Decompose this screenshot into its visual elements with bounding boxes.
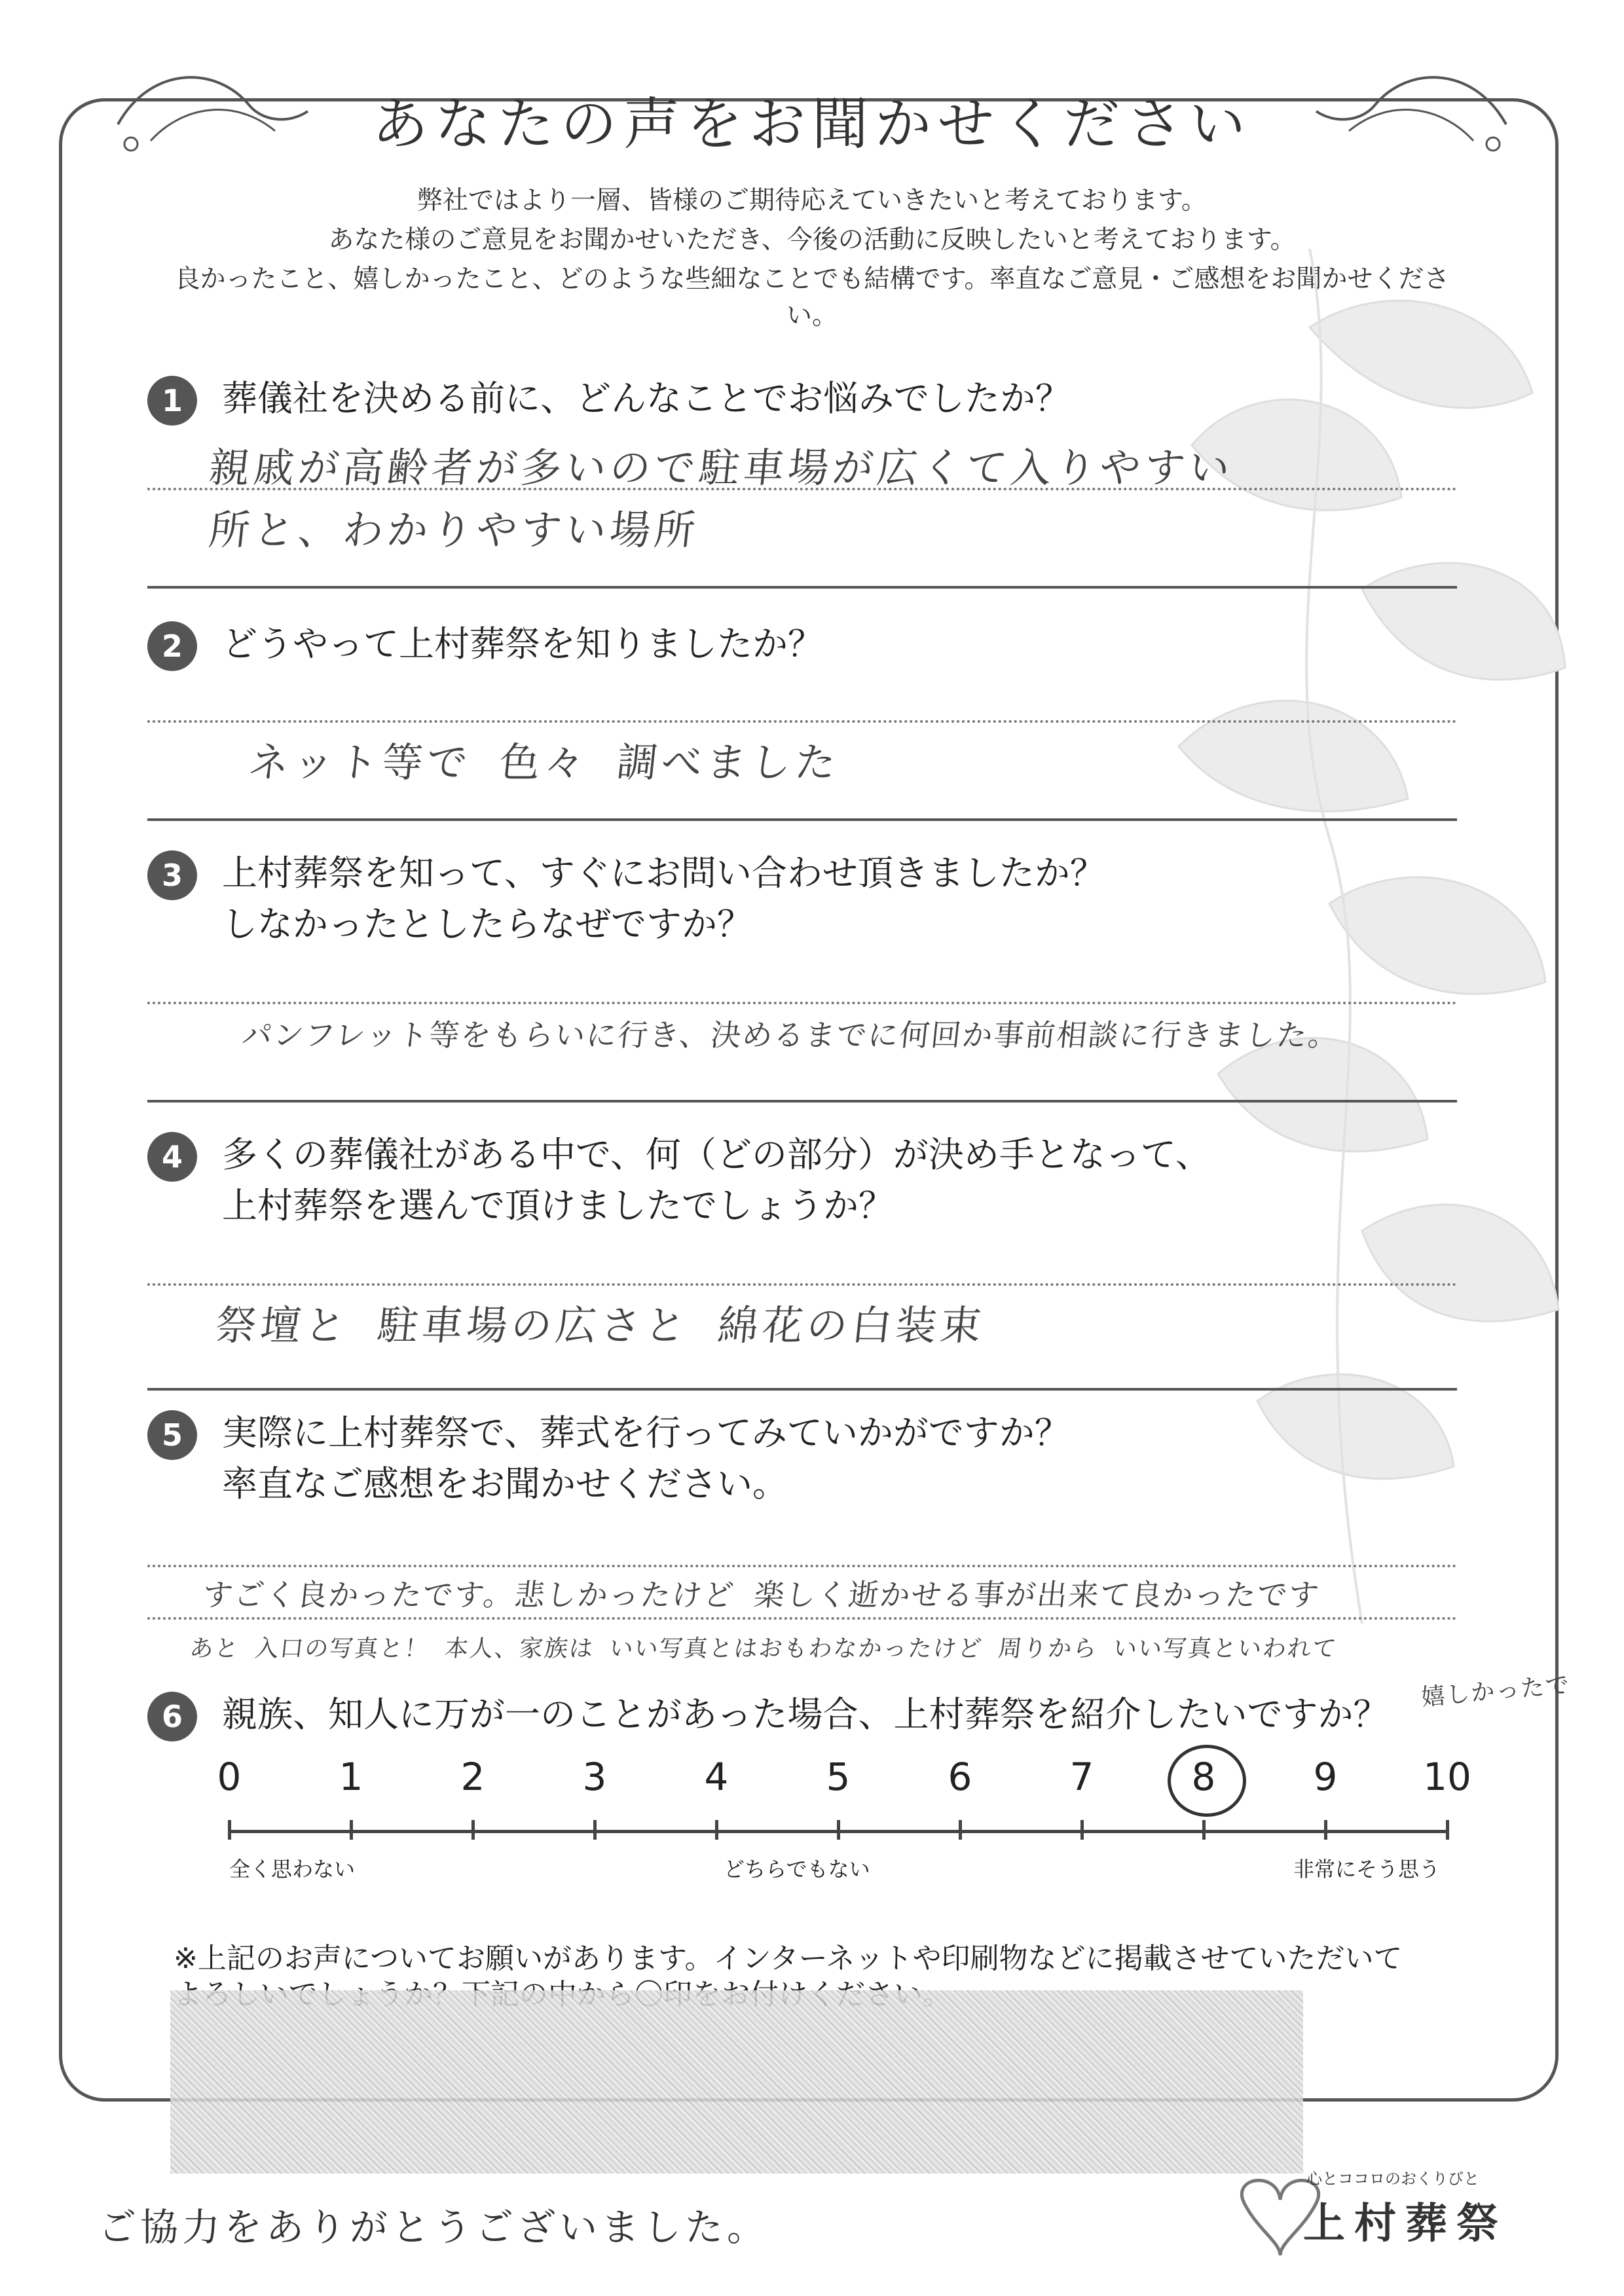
question-text bbox=[222, 373, 1071, 424]
section-divider bbox=[147, 586, 1457, 589]
question-line: 上村葬祭を選んで頂けましたでしょうか？ bbox=[222, 1185, 894, 1226]
question-number: 6 bbox=[147, 1692, 197, 1741]
question-number: 4 bbox=[147, 1132, 197, 1182]
dotted-rule bbox=[147, 720, 1457, 723]
dotted-rule bbox=[147, 1565, 1457, 1567]
intro-line-2: あなた様のご意見をお聞かせいただき、今後の活動に反映したいと考えております。 bbox=[328, 225, 1296, 255]
question-line: しなかったとしたらなぜですか？ bbox=[222, 903, 752, 945]
scale-tick bbox=[959, 1820, 962, 1840]
scale-tick bbox=[1080, 1820, 1084, 1840]
scale-tick bbox=[1324, 1820, 1327, 1840]
question-2 bbox=[147, 619, 823, 671]
scale-low-label: 全く思わない bbox=[229, 1857, 356, 1882]
question-6 bbox=[147, 1689, 1388, 1741]
scale-tick-label: 1 bbox=[339, 1755, 363, 1799]
scale-tick bbox=[593, 1820, 597, 1840]
scale-tick-label: 4 bbox=[704, 1755, 729, 1799]
permission-note-1: ※上記のお声についてお願いがあります。インターネットや印刷物などに掲載させていただいて bbox=[174, 1942, 1403, 1975]
dotted-rule bbox=[147, 1002, 1457, 1004]
question-number: 1 bbox=[147, 376, 197, 426]
dotted-rule bbox=[147, 1617, 1457, 1620]
question-text bbox=[222, 848, 1105, 950]
question-number: 5 bbox=[147, 1410, 197, 1460]
answer-line: 親戚が高齢者が多いので駐車場が広くて入りやすい bbox=[206, 444, 1236, 492]
scale-tick-label: 5 bbox=[826, 1755, 851, 1799]
scale-tick bbox=[350, 1820, 353, 1840]
question-line: 多くの葬儀社がある中で、何（どの部分）が決め手となって、 bbox=[222, 1134, 1211, 1175]
question-number: 2 bbox=[147, 621, 197, 671]
answer-line: パンフレット等をもらいに行き、決めるまでに何回か事前相談に行きました。 bbox=[240, 1017, 1342, 1053]
answer-line: あと 入口の写真と！ 本人、家族は いい写真とはおもわなかったけど 周りから いい写真といわれて bbox=[188, 1635, 1339, 1662]
page-title: あなたの声をお聞かせください bbox=[372, 92, 1252, 157]
question-3 bbox=[147, 848, 1105, 950]
scale-tick-label: 2 bbox=[460, 1755, 485, 1799]
intro-line-1: 弊社ではより一層、皆様のご期待応えていきたいと考えております。 bbox=[417, 186, 1207, 215]
answer-line: すごく良かったです。悲しかったけど 楽しく逝かせる事が出来て良かったです bbox=[200, 1577, 1322, 1613]
question-line: どうやって上村葬祭を知りましたか？ bbox=[222, 623, 823, 665]
question-4 bbox=[147, 1129, 1211, 1231]
redacted-area bbox=[170, 1990, 1303, 2174]
logo-name: 上村葬祭 bbox=[1303, 2200, 1507, 2248]
thanks-message: ご協力をありがとうございました。 bbox=[98, 2205, 769, 2250]
question-5 bbox=[147, 1408, 1070, 1510]
answer-line: 嬉しかったで bbox=[1420, 1671, 1572, 1711]
question-line: 葬儀社を決める前に、どんなことでお悩みでしたか？ bbox=[222, 378, 1071, 419]
question-number: 3 bbox=[147, 850, 197, 900]
answer-line: 祭壇と 駐車場の広さと 綿花の白装束 bbox=[213, 1302, 987, 1349]
scale-tick-label: 0 bbox=[217, 1755, 242, 1799]
dotted-rule bbox=[147, 488, 1457, 490]
scale-mid-label: どちらでもない bbox=[724, 1857, 870, 1882]
scale-tick-label: 9 bbox=[1313, 1755, 1338, 1799]
scale-tick-label: 8 bbox=[1191, 1755, 1216, 1799]
scale-tick-label: 3 bbox=[582, 1755, 607, 1799]
section-divider bbox=[147, 818, 1457, 821]
scale-tick bbox=[471, 1820, 475, 1840]
intro-line-3: 良かったこと、嬉しかったこと、どのような些細なことでも結構です。率直なご意見・ご感想をお聞かせください。 bbox=[174, 264, 1450, 331]
question-line: 親族、知人に万が一のことがあった場合、上村葬祭を紹介したいですか？ bbox=[222, 1694, 1389, 1735]
question-text bbox=[222, 1408, 1070, 1510]
question-line: 実際に上村葬祭で、葬式を行ってみていかがですか？ bbox=[222, 1412, 1070, 1453]
selected-rating-circle bbox=[1168, 1745, 1246, 1817]
dotted-rule bbox=[147, 1283, 1457, 1286]
scale-tick bbox=[1202, 1820, 1206, 1840]
scale-tick bbox=[715, 1820, 718, 1840]
answer-line: ネット等で 色々 調べました bbox=[246, 738, 842, 786]
question-text bbox=[222, 1129, 1211, 1231]
question-text bbox=[222, 619, 823, 670]
question-line: 上村葬祭を知って、すぐにお問い合わせ頂きましたか？ bbox=[222, 852, 1105, 894]
scale-tick bbox=[837, 1820, 840, 1840]
scale-tick-label: 6 bbox=[948, 1755, 972, 1799]
scale-tick bbox=[228, 1820, 231, 1840]
answer-line: 所と、わかりやすい場所 bbox=[206, 506, 702, 554]
question-1 bbox=[147, 373, 1071, 426]
scale-tick-label: 7 bbox=[1069, 1755, 1094, 1799]
section-divider bbox=[147, 1388, 1457, 1391]
scale-tick-label: 10 bbox=[1423, 1755, 1471, 1799]
scale-tick bbox=[1446, 1820, 1449, 1840]
section-divider bbox=[147, 1100, 1457, 1102]
logo-tagline: 心とココロのおくりびと bbox=[1306, 2170, 1479, 2188]
question-line: 率直なご感想をお聞かせください。 bbox=[222, 1463, 788, 1504]
scale-high-label: 非常にそう思う bbox=[1293, 1857, 1441, 1882]
question-text bbox=[222, 1689, 1388, 1740]
